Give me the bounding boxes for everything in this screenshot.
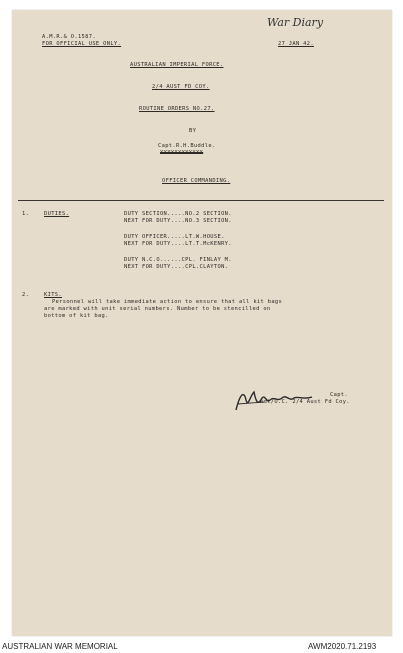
unit-heading: 2/4 AUST FD COY.	[152, 84, 210, 90]
section-heading-duties: DUTIES.	[44, 211, 70, 217]
document-date: 27 JAN 42.	[278, 41, 314, 47]
section-heading-kits: KITS.	[44, 292, 62, 298]
document-page	[12, 10, 392, 636]
officer-name: Capt.R.H.Buddle.	[158, 143, 216, 149]
by-label: BY	[189, 128, 197, 134]
duty-line: NEXT FOR DUTY....NO.3 SECTION.	[124, 218, 232, 224]
force-heading: AUSTRALIAN IMPERIAL FORCE.	[130, 62, 224, 68]
kits-text-line: Personnel will take immediate action to ensure that all kit bags	[52, 299, 283, 305]
kits-text-line: are marked with unit serial numbers. Number to be stencilled on	[44, 306, 271, 312]
duty-line: NEXT FOR DUTY....CPL.CLAYTON.	[124, 264, 229, 270]
duty-line: NEXT FOR DUTY....LT.T.McKENRY.	[124, 241, 232, 247]
duty-line: DUTY OFFICER.....LT.W.HOUSE.	[124, 234, 225, 240]
footer-accession-number: AWM2020.71.2193	[308, 642, 377, 651]
signatory-rank: Capt.	[330, 392, 348, 398]
section-number-1: 1.	[22, 211, 30, 217]
divider-line	[18, 200, 384, 201]
handwritten-annotation: War Diary	[267, 16, 324, 29]
restriction-notice: FOR OFFICIAL USE ONLY.	[42, 41, 122, 47]
reference-number: A.M.R.& O.1587.	[42, 34, 96, 40]
footer-institution: AUSTRALIAN WAR MEMORIAL	[2, 642, 118, 651]
struck-text: XXXXXXXXXXXX	[160, 150, 204, 156]
kits-text-line: bottom of kit bag.	[44, 313, 109, 319]
section-number-2: 2.	[22, 292, 30, 298]
duty-line: DUTY SECTION.....NO.2 SECTION.	[124, 211, 232, 217]
duty-line: DUTY N.C.O......CPL. FINLAY M.	[124, 257, 232, 263]
orders-heading: ROUTINE ORDERS NO.27.	[139, 106, 215, 112]
signatory-title: Adt/O.C. 2/4 Aust Fd Coy.	[260, 399, 350, 405]
role-heading: OFFICER COMMANDING.	[162, 178, 231, 184]
